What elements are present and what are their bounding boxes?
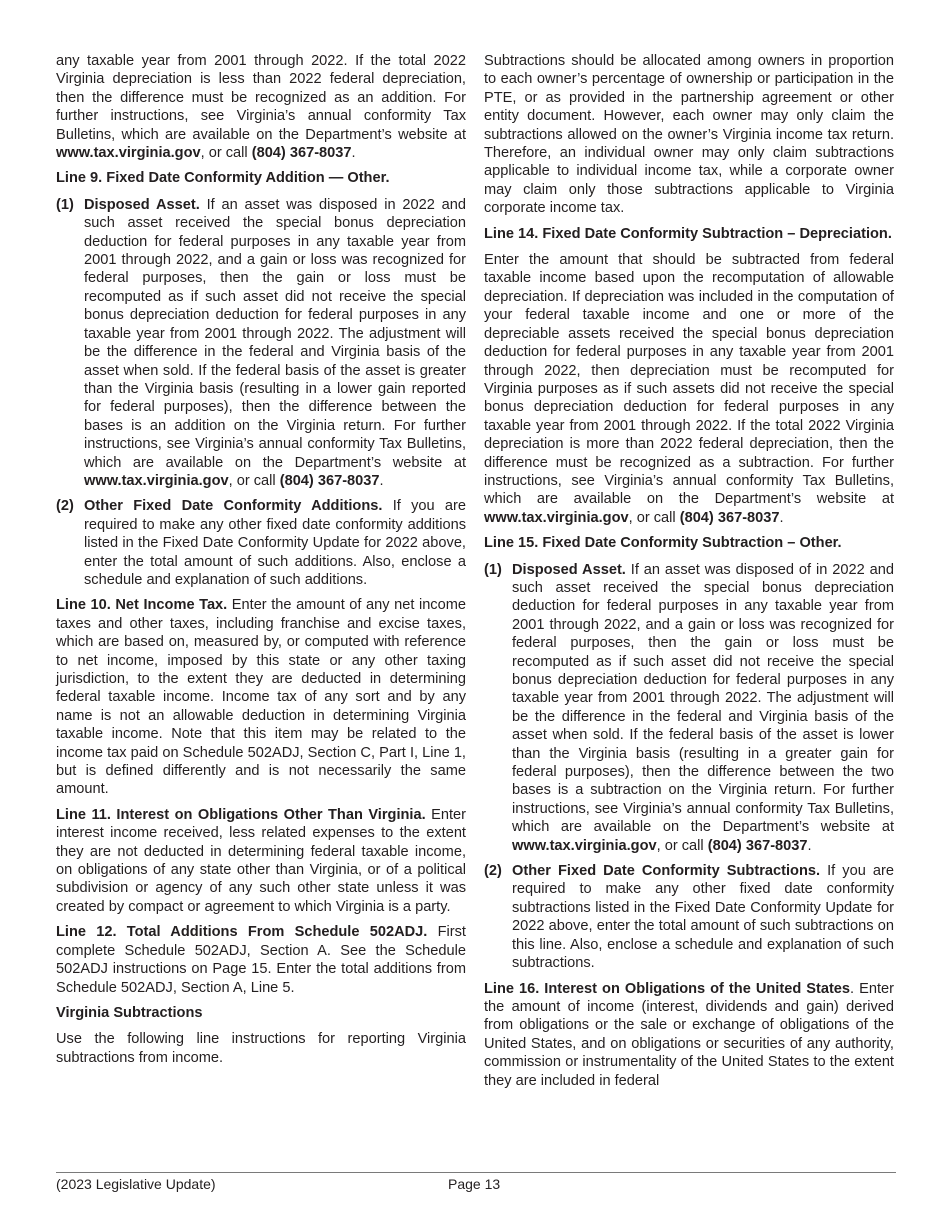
left-intro-paragraph [56, 52, 466, 162]
virginia-subtractions-text: Use the following line instructions for reporting Virginia subtractions from income. [56, 1031, 466, 1066]
website-link[interactable]: www.tax.virginia.gov [56, 145, 201, 162]
line12-paragraph [56, 923, 466, 997]
phone-number: (804) 367-8037 [707, 837, 808, 854]
line16-paragraph [484, 980, 894, 1090]
text: . Enter the amount of income (interest, dividends and gain) derived from obligations or the sale or exchange of obligations of the United States, and on obligations or securities of any authority, commission or instrumentality of the United States to the extent they are included in federal [484, 980, 894, 1089]
text: If you are required to make any other fixed date conformity subtractions listed in the Fixed Date Conformity Update for 2022 above, enter the total amount of such subtractions on this line. Also, enclose a schedule and explanation of such subtractions. [512, 863, 894, 972]
right-column [484, 52, 894, 1097]
text: Enter the amount of any net income taxes and other taxes, including franchise and excise taxes, which are based on, measured by, or computed with reference to net income, imposed by this state or any other taxing jurisdiction, to the extent they are deducted in determining federal taxable income. Income tax of any sort and by any name is not an allowable deduction in determining Virginia taxable income. Note that this item may be related to the income tax paid on Schedule 502ADJ, Section C, Part I, Line 1, but is defined differently and is not necessarily the same amount. [56, 597, 466, 798]
item-text [512, 862, 894, 972]
footer-divider [56, 1172, 896, 1173]
virginia-subtractions-heading: Virginia Subtractions [56, 1004, 203, 1021]
text: If you are required to make any other fixed date conformity additions listed in the Fixed Date Conformity Update for 2022 above, enter the total amount of such additions. Also, enclose a schedule and explanation of such additions. [84, 498, 466, 588]
item-title: Other Fixed Date Conformity Additions. [84, 498, 383, 515]
phone-number: (804) 367-8037 [279, 472, 380, 489]
text: any taxable year from 2001 through 2022. If the total 2022 Virginia depreciation is less than 2022 federal depreciation, then the difference must be recognized as an addition. For further instructions, see Virginia’s annual conformity Tax Bulletins, which are available on the Department’s website at [56, 53, 466, 143]
line15-heading: Line 15. Fixed Date Conformity Subtraction – Other. [484, 535, 842, 552]
item-text [84, 497, 466, 589]
website-link[interactable]: www.tax.virginia.gov [484, 509, 629, 526]
text: , or call [656, 837, 708, 854]
text: , or call [200, 145, 252, 162]
text: If an asset was disposed of in 2022 and such asset received the special bonus depreciation deduction for federal purposes in any taxable year from 2001 through 2022, and a gain or loss was recognized for federal purposes, then the gain or loss must be recomputed as if such asset did not receive the special bonus depreciation deduction for federal purposes in any taxable year from 2001 through 2022. The adjustment will be the difference in the federal and Virginia basis of the asset when sold. If the federal basis of the asset is lower than the Virginia basis (resulting in a greater gain for federal purposes), then the difference between the two bases is a subtraction on the Virginia return. For further instructions, see Virginia’s annual conformity Tax Bulletins, which are available on the Department’s website at [512, 561, 894, 836]
text: , or call [228, 472, 280, 489]
line14-heading: Line 14. Fixed Date Conformity Subtraction – Depreciation. [484, 225, 892, 242]
item-text [84, 196, 466, 491]
line14-paragraph [484, 251, 894, 527]
footer-edition: (2023 Legislative Update) [56, 1176, 216, 1192]
text: Enter the amount that should be subtracted from federal taxable income based upon the recomputation of allowable depreciation. If depreciation was included in the computation of your federal taxable income and one or more of the depreciable assets received the special bonus depreciation deduction for federal purposes in any taxable year from 2001 through 2022, then depreciation must be recomputed for Virginia purposes as if such assets did not receive the special bonus depreciation deduction for federal purposes in any taxable year from 2001 through 2022. If the total 2022 Virginia depreciation is more than 2022 federal depreciation, then the difference must be recognized as a subtraction. For further instructions, see Virginia’s annual conformity Tax Bulletins, which are available on the Department’s website at [484, 252, 894, 508]
item-title: Disposed Asset. [84, 196, 200, 213]
text: Enter interest income received, less related expenses to the extent they are not deducted in determining federal taxable income, on obligations of any state other than Virginia, or of a political subdivision or agency of any such other state unless it was created by compact or agreement to which Virginia is a party. [56, 806, 467, 915]
website-link[interactable]: www.tax.virginia.gov [512, 837, 657, 854]
item-number: (1) [56, 196, 74, 213]
right-intro-paragraph: Subtractions should be allocated among owners in proportion to each owner’s percentage of ownership or participation in the PTE, or as provided in the partnership agreement or other entity document. However, each owner may only claim the subtractions allowed on the owner’s Virginia income tax return. Therefore, an individual owner may only claim subtractions applicable to individual income tax, while a corporate owner may claim only those subtractions applicable to Virginia corporate income tax. [484, 53, 894, 217]
item-title: Other Fixed Date Conformity Subtractions. [512, 863, 821, 880]
phone-number: (804) 367-8037 [679, 509, 780, 526]
item-number: (2) [56, 498, 74, 515]
text: . [351, 145, 356, 162]
text: First complete Schedule 502ADJ, Section A. See the Schedule 502ADJ instructions on Page 15. Enter the total additions from Schedule 502ADJ, Section A, Line 5. [56, 924, 466, 996]
line10-paragraph [56, 596, 466, 798]
line16-title: Line 16. Interest on Obligations of the United States [484, 980, 851, 997]
line12-title: Line 12. Total Additions From Schedule 502ADJ. [56, 924, 428, 941]
website-link[interactable]: www.tax.virginia.gov [84, 472, 229, 489]
item-text [512, 561, 894, 856]
line9-heading: Line 9. Fixed Date Conformity Addition — Other. [56, 170, 390, 187]
text: . [807, 837, 812, 854]
text: , or call [628, 509, 680, 526]
item-number: (2) [484, 863, 502, 880]
item-number: (1) [484, 561, 502, 578]
line15-item-disposed-asset [484, 561, 894, 856]
line11-paragraph [56, 806, 466, 916]
line10-title: Line 10. Net Income Tax. [56, 597, 228, 614]
line9-item-disposed-asset [56, 196, 466, 491]
text: If an asset was disposed in 2022 and such asset received the special bonus depreciation deduction for federal purposes in any taxable year from 2001 through 2022, and a gain or loss was recognized for federal purposes, then the gain or loss must be recomputed as if such asset did not receive the special bonus depreciation deduction for federal purposes in any taxable year from 2001 through 2022. The adjustment will be the difference in the federal and Virginia basis of the asset when sold. If the federal basis of the asset is greater than the Virginia basis (resulting in a lower gain reported for federal purposes), then the difference between the bases is an addition on the Virginia return. For further instructions, see Virginia’s annual conformity Tax Bulletins, which are available on the Department’s website at [84, 196, 466, 471]
page-number: Page 13 [448, 1176, 501, 1192]
text: . [379, 472, 384, 489]
line11-title: Line 11. Interest on Obligations Other Than Virginia. [56, 806, 426, 823]
phone-number: (804) 367-8037 [251, 145, 352, 162]
left-column [56, 52, 466, 1074]
text: . [779, 509, 784, 526]
line9-item-other-additions [56, 497, 466, 589]
line15-item-other-subtractions [484, 862, 894, 972]
item-title: Disposed Asset. [512, 561, 626, 578]
